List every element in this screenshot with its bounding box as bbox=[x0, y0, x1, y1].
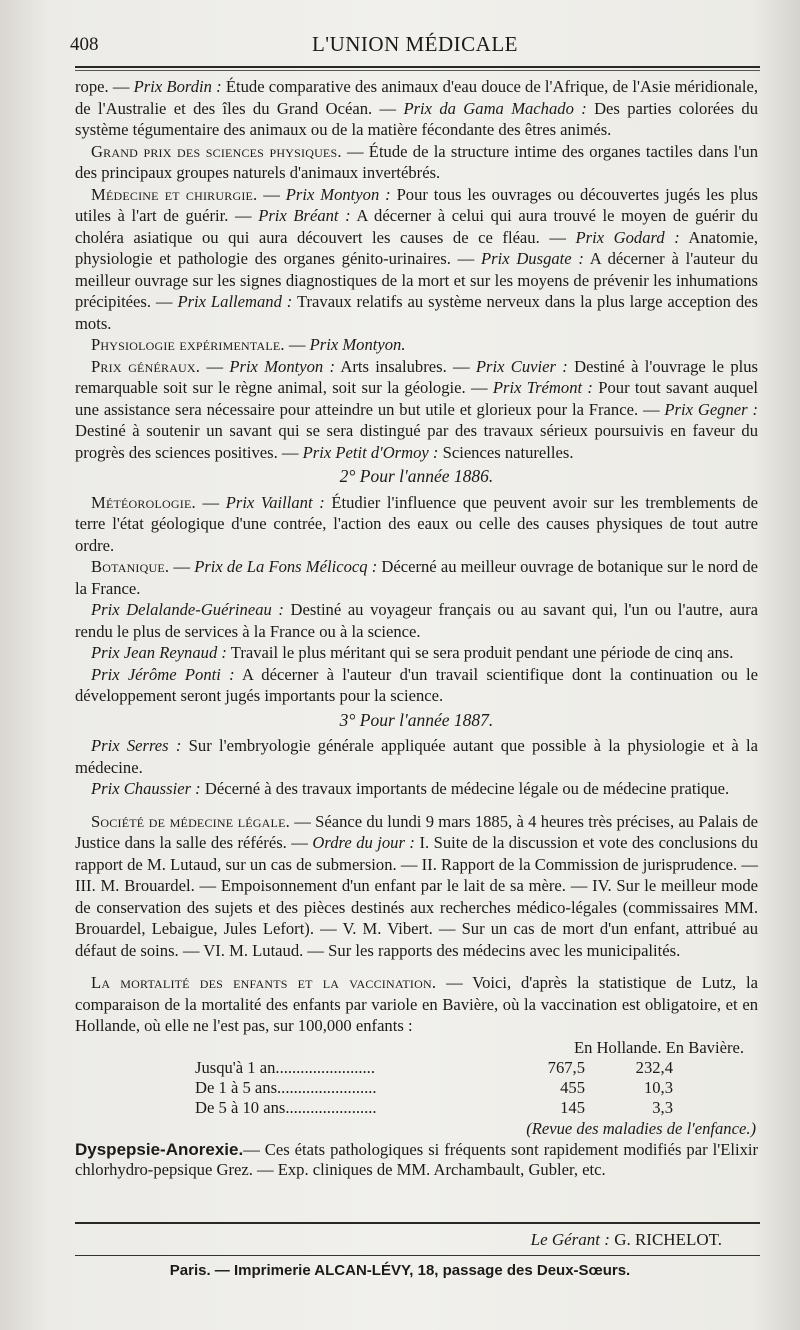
advert-text: — Ces états pathologiques si fréquents sont rapidement modifiés par l'Elixir chlorhydro-pepsique Grez. — Exp. cliniques de MM. Archambault, Gubler, etc. bbox=[75, 1139, 758, 1179]
cell-bavaria: 3,3 bbox=[652, 1098, 673, 1117]
cell-holland: 767,5 bbox=[547, 1058, 585, 1077]
text: Travail le plus méritant qui se sera produit pendant une période de cinq ans. bbox=[226, 643, 734, 662]
table-row bbox=[195, 1098, 673, 1118]
paragraph-botanique bbox=[75, 556, 758, 599]
mortality-table bbox=[195, 1058, 673, 1118]
table-row bbox=[195, 1058, 673, 1078]
prize-name: Prix da Gama Machado : bbox=[403, 98, 587, 118]
header-rule bbox=[75, 66, 760, 68]
paragraph-physiologie bbox=[75, 334, 758, 356]
paragraph-grand-prix bbox=[75, 141, 758, 184]
prize-name: Prix Trémont : bbox=[492, 378, 593, 397]
paragraph-societe bbox=[75, 811, 758, 962]
prize-name: Prix Petit d'Ormoy : bbox=[302, 442, 439, 462]
table-row bbox=[195, 1078, 673, 1098]
advert-title: Dyspepsie-Anorexie. bbox=[75, 1139, 244, 1159]
table-column-headers: En Hollande. En Bavière. bbox=[573, 1037, 744, 1057]
text: A décerner à celui qui aura trouvé le moyen de guérir du choléra asiatique ou qui aura découvert les causes de ce fléau. — bbox=[75, 206, 758, 247]
text: Destiné au voyageur français ou au savant qui, l'un ou l'autre, aura rendu le plus de services à la France ou à la science. bbox=[75, 600, 758, 641]
text: Des parties colorées du système tégumentaire des animaux ou de la matière fécondante des êtres animés. bbox=[75, 98, 758, 139]
prize-name: Prix Dusgate : bbox=[481, 249, 584, 268]
row-label: De 5 à 10 ans...................... bbox=[195, 1098, 377, 1117]
prize-name: Prix Montyon. bbox=[309, 335, 406, 354]
prize-name: Prix Jean Reynaud : bbox=[91, 643, 227, 662]
text: Décerné au meilleur ouvrage de botanique sur le nord de la France. bbox=[75, 557, 758, 598]
article-body bbox=[75, 76, 758, 1180]
text: — bbox=[284, 335, 310, 354]
text: A décerner à l'auteur du meilleur ouvrage sur les signes diagnostiques de la mort et sur les moyens de prévenir les inhumations précipitées. — bbox=[75, 249, 758, 311]
text: rope. — bbox=[75, 77, 134, 96]
spacer bbox=[75, 961, 758, 972]
text: Anatomie, physiologie et pathologie des organes génito-urinaires. — bbox=[75, 227, 758, 268]
section-head: Physiologie expérimentale. bbox=[91, 335, 285, 354]
prize-name: Prix Bréant : bbox=[258, 206, 351, 225]
cell-holland: 145 bbox=[560, 1098, 585, 1117]
text: Arts insalubres. — bbox=[335, 356, 476, 376]
text: — bbox=[200, 356, 230, 376]
text: — bbox=[195, 492, 226, 512]
text: — Séance du lundi 9 mars 1885, à 4 heures très précises, au Palais de Justice dans la salle des référés. — bbox=[75, 811, 758, 852]
footer-rule-thin bbox=[75, 1255, 760, 1256]
section-head: Société de médecine légale. bbox=[91, 811, 290, 831]
section-title-1887: 3° Pour l'année 1887. bbox=[339, 709, 494, 730]
text: — Étude de la structure intime des organes tactiles dans l'un des principaux groupes naturels d'animaux invertébrés. bbox=[75, 141, 758, 182]
advertisement bbox=[75, 1140, 758, 1180]
section-head: Grand prix des sciences physiques. bbox=[91, 141, 342, 161]
paragraph-prix-generaux bbox=[75, 356, 758, 464]
prize-name: Prix Bordin : bbox=[133, 77, 222, 96]
text: Pour tous les ouvrages ou découvertes jugés les plus utiles à l'art de guérir. — bbox=[75, 184, 759, 225]
paragraph-chaussier bbox=[75, 778, 758, 800]
footer-rule bbox=[75, 1222, 760, 1224]
running-title: L'UNION MÉDICALE bbox=[311, 32, 518, 56]
text: Étudier l'influence que peuvent avoir sur les tremblements de terre l'état géologique d'une contrée, l'action des eaux ou celle des causes physiques de tout autre ordre. bbox=[75, 492, 758, 555]
text: Destiné à soutenir un savant qui se sera distingué par des travaux sérieux poursuivis en faveur du progrès des sciences positives. — bbox=[75, 421, 758, 462]
page-header bbox=[70, 30, 760, 60]
cell-holland: 455 bbox=[560, 1078, 585, 1097]
paragraph-reynaud bbox=[75, 642, 758, 664]
section-head: Botanique. bbox=[91, 557, 170, 576]
prize-name: Prix Montyon : bbox=[285, 184, 391, 204]
text: Décerné à des travaux importants de médecine légale ou de médecine pratique. bbox=[200, 779, 730, 798]
section-title-1886: 2° Pour l'année 1886. bbox=[339, 466, 494, 486]
prize-name: Prix Delalande-Guérineau : bbox=[91, 600, 284, 619]
paragraph-intro bbox=[75, 76, 758, 141]
prize-name: Prix Cuvier : bbox=[475, 356, 568, 376]
prize-name: Prix Godard : bbox=[575, 227, 680, 247]
paragraph-serres bbox=[75, 735, 758, 778]
agenda-label: Ordre du jour : bbox=[312, 833, 415, 852]
text: Étude comparative des animaux d'eau douce de l'Afrique, de l'Asie méridionale, de l'Australie et des îles du Grand Océan. — bbox=[75, 77, 758, 118]
paragraph-medecine bbox=[75, 184, 758, 335]
spacer bbox=[75, 800, 758, 811]
text: I. Suite de la discussion et vote des conclusions du rapport de M. Lutaud, sur un cas de submersion. — II. Rapport de la Commission de jurisprudence. — III. M. Brouardel. — Empoisonnement d'un enfant par le lait de sa mère. — IV. Sur le meilleur mode de conservation des sujets et des pièces destinés aux recherches médico-légales (commissaires MM. Brouardel, Lebaigue, Jules Lefort). — V. M. Vibert. — Sur un cas de mort d'un enfant, attribué au défaut de soins. — VI. M. Lutaud. — Sur les rapports des médecins avec les municipalités. bbox=[75, 833, 758, 960]
text: A décerner à l'auteur d'un travail scientifique dont la continuation ou le développement seront jugés importants pour la science. bbox=[75, 664, 759, 705]
prize-name: Prix Chaussier : bbox=[91, 779, 201, 798]
section-head: Médecine et chirurgie. bbox=[91, 184, 258, 204]
prize-name: Prix Gegner : bbox=[664, 399, 758, 419]
prize-name: Prix de La Fons Mélicocq : bbox=[194, 557, 378, 576]
cell-bavaria: 232,4 bbox=[635, 1058, 673, 1077]
prize-name: Prix Jérôme Ponti : bbox=[91, 664, 235, 684]
gerant-name: G. RICHELOT. bbox=[614, 1230, 722, 1249]
text: — bbox=[169, 557, 195, 576]
text: Travaux relatifs au système nerveux dans la plus large acception des mots. bbox=[75, 292, 758, 333]
cell-bavaria: 10,3 bbox=[643, 1078, 673, 1097]
paragraph-meteorologie bbox=[75, 492, 758, 557]
section-head: Prix généraux. bbox=[91, 356, 201, 376]
page-number: 408 bbox=[70, 34, 99, 55]
paragraph-ponti bbox=[75, 664, 758, 707]
text: Pour tout savant auquel une assistance sera nécessaire pour atteindre un but utile et glorieux pour la France. — bbox=[75, 378, 758, 419]
text: Sciences naturelles. bbox=[438, 442, 574, 462]
prize-name: Prix Montyon : bbox=[229, 356, 336, 376]
paragraph-delalande bbox=[75, 599, 758, 642]
printer-imprint: Paris. — Imprimerie ALCAN-LÉVY, 18, passage des Deux-Sœurs. bbox=[169, 1262, 631, 1279]
paragraph-mortalite bbox=[75, 972, 758, 1037]
prize-name: Prix Vaillant : bbox=[225, 492, 325, 512]
text: Sur l'embryologie générale appliquée autant que possible à la physiologie et à la médecine. bbox=[75, 736, 758, 777]
publisher-signature bbox=[531, 1230, 722, 1250]
header-rule-thin bbox=[75, 70, 760, 71]
text: — Voici, d'après la statistique de Lutz, la comparaison de la mortalité des enfants par variole en Bavière, où la vaccination est obligatoire, et en Hollande, où elle ne l'est pas, sur 100,000 enfants : bbox=[75, 973, 758, 1035]
text: Destiné à l'ouvrage le plus remarquable soit sur le règne animal, soit sur la géologie. — bbox=[75, 356, 759, 397]
row-label: De 1 à 5 ans........................ bbox=[195, 1078, 377, 1097]
gerant-label: Le Gérant : bbox=[530, 1230, 610, 1249]
section-head: La mortalité des enfants et la vaccination. bbox=[91, 973, 437, 992]
row-label: Jusqu'à 1 an........................ bbox=[195, 1058, 375, 1077]
section-head: Météorologie. bbox=[91, 492, 196, 512]
text: — bbox=[257, 184, 286, 204]
prize-name: Prix Lallemand : bbox=[177, 292, 293, 311]
prize-name: Prix Serres : bbox=[91, 736, 182, 755]
table-source: (Revue des maladies de l'enfance.) bbox=[526, 1119, 756, 1138]
